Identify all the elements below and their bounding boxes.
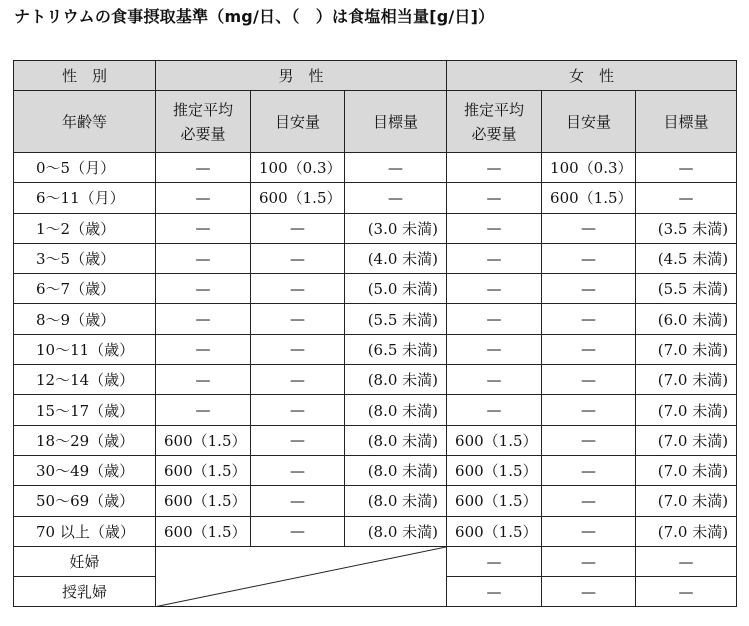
female-ear-cell: — xyxy=(447,546,542,576)
female-ai-cell: — xyxy=(542,577,636,607)
diagonal-slash-line xyxy=(156,547,446,607)
female-ai-cell: 100（0.3） xyxy=(542,153,636,183)
female-ai-cell: — xyxy=(542,274,636,304)
male-ear-cell: — xyxy=(156,395,251,425)
male-ai-cell: — xyxy=(251,455,345,485)
male-header: 男 性 xyxy=(156,61,447,91)
male-ear-cell: — xyxy=(156,153,251,183)
table-row xyxy=(14,546,737,576)
sodium-intake-table xyxy=(13,60,737,607)
female-ear-cell: 600（1.5） xyxy=(447,486,542,516)
male-ear-cell: — xyxy=(156,213,251,243)
male-ai-cell: — xyxy=(251,213,345,243)
female-ear-cell: — xyxy=(447,274,542,304)
female-dg-cell: (7.0 未満) xyxy=(636,425,737,455)
age-header: 年齢等 xyxy=(14,91,156,153)
female-ai-cell: — xyxy=(542,334,636,364)
female-dg-cell: (7.0 未満) xyxy=(636,486,737,516)
male-dg-cell: (8.0 未満) xyxy=(345,395,447,425)
male-ear-header xyxy=(156,91,251,153)
male-ai-cell: — xyxy=(251,425,345,455)
table-row xyxy=(14,243,737,273)
female-ai-cell: — xyxy=(542,455,636,485)
female-dg-cell: — xyxy=(636,546,737,576)
male-ai-cell: — xyxy=(251,516,345,546)
female-dg-cell: (6.0 未満) xyxy=(636,304,737,334)
age-cell: 70 以上（歳） xyxy=(14,516,156,546)
table-row xyxy=(14,486,737,516)
female-ear-cell: — xyxy=(447,334,542,364)
ear-line1: 推定平均 xyxy=(172,100,233,119)
female-ai-cell: — xyxy=(542,395,636,425)
age-cell: 10～11（歳） xyxy=(14,334,156,364)
table-row xyxy=(14,213,737,243)
table-row xyxy=(14,365,737,395)
female-ai-cell: — xyxy=(542,243,636,273)
female-ai-cell: — xyxy=(542,546,636,576)
male-dg-header: 目標量 xyxy=(345,91,447,153)
male-ear-cell: — xyxy=(156,243,251,273)
age-cell: 6～7（歳） xyxy=(14,274,156,304)
male-ear-cell: — xyxy=(156,365,251,395)
female-dg-header: 目標量 xyxy=(636,91,737,153)
female-dg-cell: (7.0 未満) xyxy=(636,395,737,425)
female-ai-cell: — xyxy=(542,425,636,455)
male-dg-cell: — xyxy=(345,183,447,213)
female-dg-cell: (7.0 未満) xyxy=(636,516,737,546)
female-ai-header: 目安量 xyxy=(542,91,636,153)
male-ear-cell: — xyxy=(156,183,251,213)
female-ear-cell: 600（1.5） xyxy=(447,425,542,455)
female-ear-cell: — xyxy=(447,365,542,395)
age-cell: 30～49（歳） xyxy=(14,455,156,485)
male-ai-cell: — xyxy=(251,486,345,516)
ear-line2: 必要量 xyxy=(471,124,517,143)
age-cell: 3～5（歳） xyxy=(14,243,156,273)
male-dg-cell: (8.0 未満) xyxy=(345,516,447,546)
female-ear-cell: 600（1.5） xyxy=(447,516,542,546)
male-ai-cell: 600（1.5） xyxy=(251,183,345,213)
age-cell: 12～14（歳） xyxy=(14,365,156,395)
table-row xyxy=(14,183,737,213)
male-dg-cell: (6.5 未満) xyxy=(345,334,447,364)
table-row xyxy=(14,334,737,364)
male-ai-cell: — xyxy=(251,274,345,304)
male-ai-cell: — xyxy=(251,243,345,273)
male-ear-cell: 600（1.5） xyxy=(156,486,251,516)
age-cell: 1～2（歳） xyxy=(14,213,156,243)
table-row xyxy=(14,455,737,485)
age-cell: 50～69（歳） xyxy=(14,486,156,516)
male-ear-cell: — xyxy=(156,274,251,304)
male-dg-cell: (8.0 未満) xyxy=(345,365,447,395)
group-label-cell: 妊婦 xyxy=(14,546,156,576)
female-ear-cell: — xyxy=(447,395,542,425)
female-dg-cell: — xyxy=(636,183,737,213)
group-label-cell: 授乳婦 xyxy=(14,577,156,607)
table-row xyxy=(14,516,737,546)
not-applicable-cell xyxy=(156,546,447,607)
male-ear-cell: 600（1.5） xyxy=(156,455,251,485)
male-ear-cell: 600（1.5） xyxy=(156,516,251,546)
age-cell: 6～11（月） xyxy=(14,183,156,213)
female-ai-cell: — xyxy=(542,213,636,243)
female-dg-cell: (4.5 未満) xyxy=(636,243,737,273)
ear-line2: 必要量 xyxy=(180,124,226,143)
table-row xyxy=(14,425,737,455)
male-dg-cell: (8.0 未満) xyxy=(345,425,447,455)
female-ear-cell: 600（1.5） xyxy=(447,455,542,485)
female-dg-cell: (7.0 未満) xyxy=(636,334,737,364)
male-ear-cell: — xyxy=(156,304,251,334)
male-ai-cell: 100（0.3） xyxy=(251,153,345,183)
age-cell: 8～9（歳） xyxy=(14,304,156,334)
ear-line1: 推定平均 xyxy=(464,100,525,119)
table-row xyxy=(14,153,737,183)
male-ai-cell: — xyxy=(251,395,345,425)
table-row xyxy=(14,304,737,334)
sex-header: 性 別 xyxy=(14,61,156,91)
female-ai-cell: — xyxy=(542,516,636,546)
age-cell: 0～5（月） xyxy=(14,153,156,183)
male-dg-cell: (4.0 未満) xyxy=(345,243,447,273)
male-ear-cell: — xyxy=(156,334,251,364)
female-dg-cell: (3.5 未満) xyxy=(636,213,737,243)
male-dg-cell: (5.0 未満) xyxy=(345,274,447,304)
male-dg-cell: — xyxy=(345,153,447,183)
female-ear-cell: — xyxy=(447,304,542,334)
page-title: ナトリウムの食事摂取基準（mg/日、（ ）は食塩相当量[g/日]） xyxy=(14,7,495,26)
header-row-sex xyxy=(14,61,737,91)
female-dg-cell: — xyxy=(636,153,737,183)
age-cell: 15～17（歳） xyxy=(14,395,156,425)
header-row-columns xyxy=(14,91,737,153)
female-ear-cell: — xyxy=(447,183,542,213)
female-ai-cell: 600（1.5） xyxy=(542,183,636,213)
male-dg-cell: (5.5 未満) xyxy=(345,304,447,334)
male-dg-cell: (3.0 未満) xyxy=(345,213,447,243)
female-ear-cell: — xyxy=(447,577,542,607)
male-dg-cell: (8.0 未満) xyxy=(345,455,447,485)
male-ai-header: 目安量 xyxy=(251,91,345,153)
male-dg-cell: (8.0 未満) xyxy=(345,486,447,516)
female-ai-cell: — xyxy=(542,486,636,516)
female-dg-cell: (7.0 未満) xyxy=(636,365,737,395)
female-ear-header xyxy=(447,91,542,153)
male-ear-cell: 600（1.5） xyxy=(156,425,251,455)
age-cell: 18～29（歳） xyxy=(14,425,156,455)
female-dg-cell: (5.5 未満) xyxy=(636,274,737,304)
female-ai-cell: — xyxy=(542,304,636,334)
table-body xyxy=(14,153,737,607)
female-ai-cell: — xyxy=(542,365,636,395)
male-ai-cell: — xyxy=(251,365,345,395)
female-ear-cell: — xyxy=(447,153,542,183)
female-dg-cell: — xyxy=(636,577,737,607)
female-ear-cell: — xyxy=(447,243,542,273)
female-ear-cell: — xyxy=(447,213,542,243)
male-ai-cell: — xyxy=(251,304,345,334)
female-dg-cell: (7.0 未満) xyxy=(636,455,737,485)
female-header: 女 性 xyxy=(447,61,737,91)
table-row xyxy=(14,274,737,304)
male-ai-cell: — xyxy=(251,334,345,364)
table-row xyxy=(14,395,737,425)
